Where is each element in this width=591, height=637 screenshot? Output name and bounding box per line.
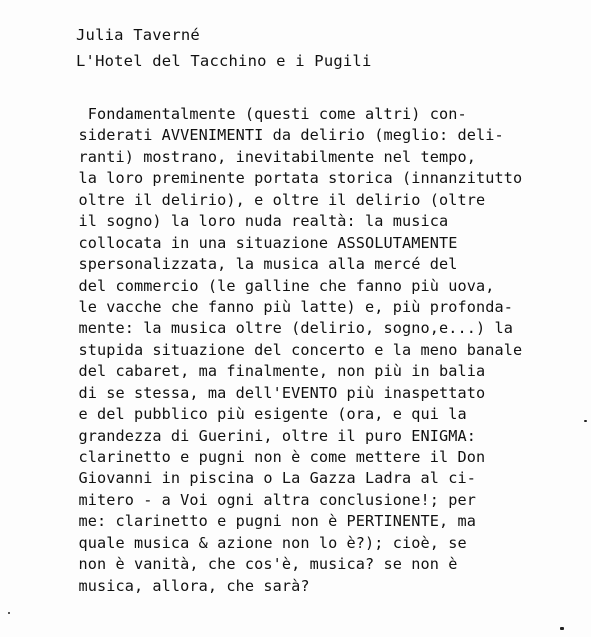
body-text — [60, 104, 580, 597]
text-line: e del pubblico più esigente (ora, e qui la — [60, 405, 467, 424]
text-line: la loro preminente portata storica (innanzitutto — [60, 169, 523, 188]
text-line: Fondamentalmente (questi come altri) con- — [60, 105, 467, 123]
text-line: grandezza di Guerini, oltre il puro ENIGMA: — [60, 426, 476, 445]
text-line: del commercio (le galline che fanno più uova, — [60, 276, 495, 295]
text-line: collocata in una situazione ASSOLUTAMENTE — [60, 233, 458, 252]
text-line: il sogno) la loro nuda realtà: la musica — [60, 212, 449, 231]
scan-speck — [584, 420, 587, 422]
text-line: non è vanità, che cos'è, musica? se non è — [60, 555, 458, 574]
document-title: L'Hotel del Tacchino e i Pugili — [76, 52, 372, 70]
text-line: ranti) mostrano, inevitabilmente nel tempo, — [60, 147, 476, 166]
text-line: di se stessa, ma dell'EVENTO più inaspettato — [60, 383, 486, 402]
text-line: siderati AVVENIMENTI da delirio (meglio: deli- — [60, 126, 504, 145]
text-line: del cabaret, ma finalmente, non più in balia — [60, 362, 486, 381]
text-line: oltre il delirio), e oltre il delirio (oltre — [60, 190, 486, 209]
text-line: le vacche che fanno più latte) e, più profonda- — [60, 297, 513, 316]
text-line: Giovanni in piscina o La Gazza Ladra al ci- — [60, 469, 476, 488]
author-name: Julia Taverné — [76, 26, 200, 44]
text-line: musica, allora, che sarà? — [60, 576, 310, 595]
text-line: quale musica & azione non lo è?); cioè, se — [60, 533, 467, 552]
text-line: clarinetto e pugni non è come mettere il Don — [60, 448, 486, 466]
text-line: mente: la musica oltre (delirio, sogno,e...) la — [60, 319, 513, 338]
text-line: spersonalizzata, la musica alla mercé del — [60, 255, 458, 274]
header — [76, 22, 372, 74]
text-line: me: clarinetto e pugni non è PERTINENTE, ma — [60, 512, 476, 531]
text-line: stupida situazione del concerto e la meno banale — [60, 340, 523, 359]
text-line: mitero - a Voi ogni altra conclusione!; per — [60, 490, 476, 509]
scan-speck — [8, 612, 10, 614]
scan-speck — [560, 627, 564, 630]
